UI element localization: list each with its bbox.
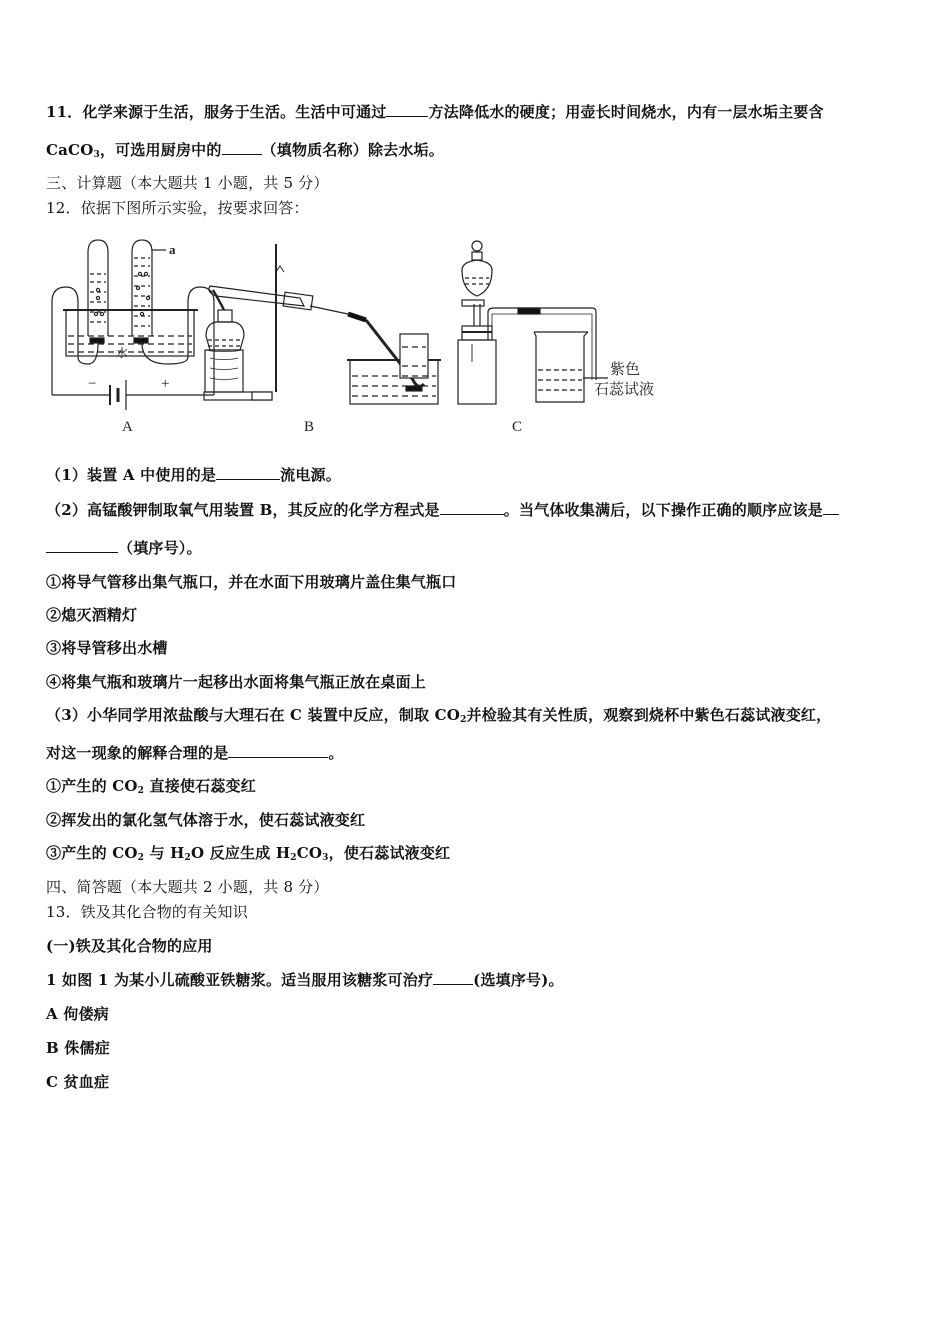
negative-terminal-label: − [88, 376, 97, 392]
p3-text-a: （3）小华同学用浓盐酸与大理石在 C 装置中反应，制取 CO [46, 706, 461, 724]
answer-blank[interactable] [823, 500, 839, 515]
label-apparatus-b: B [304, 419, 315, 435]
formula-caco3: CaCO [46, 141, 94, 159]
answer-blank[interactable] [228, 743, 328, 758]
apparatus-diagram [48, 232, 688, 442]
subscript: 2 [184, 853, 191, 863]
explanation-3 [46, 843, 450, 868]
q11-text-b: 方法降低水的硬度；用壶长时间烧水，内有一层水垢主要含 [428, 103, 824, 121]
p3-text-b: 并检验其有关性质，观察到烧杯中紫色石蕊试液变红， [466, 706, 832, 724]
expl-text: ②挥发出的氯化氢气体溶于水，使石蕊试液变红 [46, 811, 366, 829]
label-apparatus-a: A [122, 419, 133, 435]
answer-blank[interactable] [222, 140, 262, 155]
q11-text-a: 11．化学来源于生活，服务于生活。生活中可通过 [46, 103, 387, 121]
p3b-text-b: 。 [328, 744, 344, 762]
p2-text-b: 。当气体收集满后，以下操作正确的顺序应该是 [503, 501, 823, 519]
expl-text: ③产生的 CO [46, 844, 138, 862]
item1-text-a: 1 如图 1 为某小儿硫酸亚铁糖浆。适当服用该糖浆可治疗 [46, 971, 434, 989]
section-title-calculation: 三、计算题（本大题共 1 小题，共 5 分） [46, 174, 329, 192]
subscript: 2 [137, 853, 145, 863]
apparatus-a [52, 240, 214, 410]
question-12-part-2-cont [46, 538, 202, 558]
positive-terminal-label: + [161, 376, 170, 392]
litmus-label-1: 紫色 [610, 360, 641, 378]
choice-c: C 贫血症 [46, 1073, 110, 1091]
label-apparatus-c: C [512, 419, 523, 435]
answer-blank[interactable] [433, 970, 473, 985]
question-13-subsection: (一)铁及其化合物的应用 [46, 937, 213, 955]
p3b-text-a: 对这一现象的解释合理的是 [46, 744, 229, 762]
q11-text-d: （填物质名称）除去水垢。 [261, 141, 444, 159]
experiment-figure [48, 232, 688, 442]
water-trough [347, 334, 441, 404]
expl-text: ，使石蕊试液变红 [328, 844, 451, 862]
choice-b: B 侏儒症 [46, 1039, 110, 1057]
subscript: 2 [460, 715, 467, 725]
water-label: 水 [116, 346, 129, 360]
answer-blank[interactable] [440, 500, 504, 515]
question-12-stem: 12．依据下图所示实验，按要求回答： [46, 199, 309, 217]
p2b-text: （填序号）。 [118, 539, 202, 557]
choice-a: A 佝偻病 [46, 1005, 109, 1023]
subscript: 2 [137, 786, 145, 796]
expl-text: CO [296, 844, 323, 862]
label-a: a [169, 242, 176, 257]
expl-text: ①产生的 CO [46, 777, 138, 795]
operation-4: ④将集气瓶和玻璃片一起移出水面将集气瓶正放在桌面上 [46, 673, 427, 691]
explanation-1 [46, 776, 256, 801]
subscript: 3 [322, 853, 329, 863]
expl-text: O 反应生成 H [191, 844, 291, 862]
question-11-line-2 [46, 140, 444, 165]
question-12-part-3-cont [46, 743, 344, 763]
expl-text: 与 H [144, 844, 185, 862]
operation-1: ①将导气管移出集气瓶口，并在水面下用玻璃片盖住集气瓶口 [46, 573, 457, 591]
answer-blank[interactable] [46, 538, 118, 553]
expl-text: 直接使石蕊变红 [144, 777, 256, 795]
operation-2: ②熄灭酒精灯 [46, 606, 138, 624]
p2-text-a: （2）高锰酸钾制取氧气用装置 B，其反应的化学方程式是 [46, 501, 440, 519]
section-title-short-answer: 四、简答题（本大题共 2 小题，共 8 分） [46, 878, 329, 896]
answer-blank[interactable] [386, 102, 428, 117]
apparatus-c [458, 241, 608, 404]
p1-text-a: （1）装置 A 中使用的是 [46, 466, 217, 484]
question-13-item-1 [46, 970, 564, 990]
question-11-line-1 [46, 102, 824, 122]
apparatus-b [204, 244, 424, 400]
operation-3: ③将导管移出水槽 [46, 639, 168, 657]
question-12-part-2 [46, 500, 839, 520]
subscript: 3 [93, 150, 100, 160]
item1-text-b: (选填序号)。 [473, 971, 564, 989]
q11-text-c: ，可选用厨房中的 [99, 141, 222, 159]
p1-text-b: 流电源。 [280, 466, 341, 484]
question-13-stem: 13．铁及其化合物的有关知识 [46, 903, 248, 921]
subscript: 2 [290, 853, 297, 863]
answer-blank[interactable] [216, 465, 280, 480]
litmus-label-2: 石蕊试液 [594, 380, 655, 398]
explanation-2 [46, 810, 365, 830]
question-12-part-3 [46, 705, 831, 730]
question-12-part-1 [46, 465, 341, 485]
